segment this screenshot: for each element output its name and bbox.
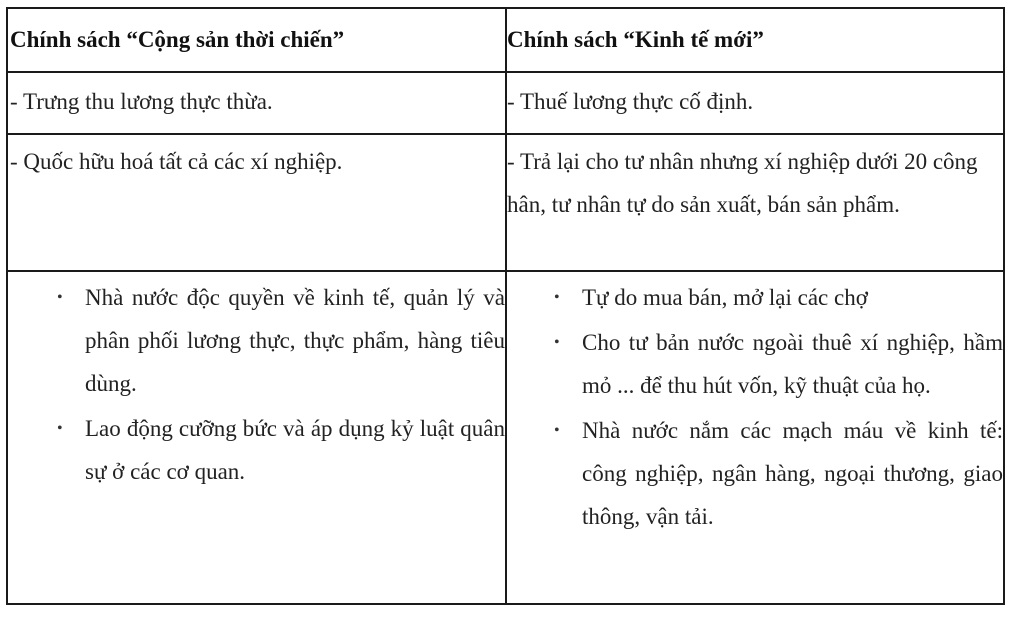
list-item-text: Cho tư bản nước ngoài thuê xí nghiệp, hầm mỏ ... để thu hút vốn, kỹ thuật của họ. (582, 330, 1003, 398)
table-cell-bullets (505, 270, 1005, 605)
header-cell-new-economic-policy (505, 9, 1005, 73)
list-item (554, 409, 1003, 538)
cell-text: - Thuế lương thực cố định. (507, 89, 754, 114)
bullet-list (10, 272, 505, 493)
list-item-text: Nhà nước độc quyền về kinh tế, quản lý và phân phối lương thực, thực phẩm, hàng tiêu dùng. (85, 285, 505, 396)
list-item-text: Nhà nước nắm các mạch máu về kinh tế: công nghiệp, ngân hàng, ngoại thương, giao thông, vận tải. (582, 418, 1003, 529)
table-cell (8, 133, 507, 272)
bullet-icon: • (57, 420, 63, 437)
header-war-communism: Chính sách “Cộng sản thời chiến” (10, 27, 345, 52)
cell-text: - Trả lại cho tư nhân nhưng xí nghiệp dưới 20 công hân, tư nhân tự do sản xuất, bán sản phẩm. (507, 149, 978, 217)
list-item (57, 276, 505, 405)
table-cell (8, 71, 507, 135)
header-cell-war-communism (8, 9, 507, 73)
list-item-text: Lao động cưỡng bức và áp dụng kỷ luật quân sự ở các cơ quan. (85, 416, 505, 484)
comparison-table (6, 7, 1005, 605)
bullet-list (507, 272, 1003, 538)
bullet-icon: • (554, 422, 560, 439)
bullet-icon: • (57, 289, 63, 306)
cell-text: - Trưng thu lương thực thừa. (10, 89, 273, 114)
header-new-economic-policy: Chính sách “Kinh tế mới” (507, 27, 764, 52)
list-item (57, 407, 505, 493)
bullet-icon: • (554, 334, 560, 351)
list-item (554, 321, 1003, 407)
bullet-icon: • (554, 289, 560, 306)
table-cell-bullets (8, 270, 507, 605)
list-item-text: Tự do mua bán, mở lại các chợ (582, 285, 868, 310)
list-item (554, 276, 1003, 319)
table-cell (505, 133, 1005, 272)
cell-text: - Quốc hữu hoá tất cả các xí nghiệp. (10, 149, 343, 174)
table-cell (505, 71, 1005, 135)
